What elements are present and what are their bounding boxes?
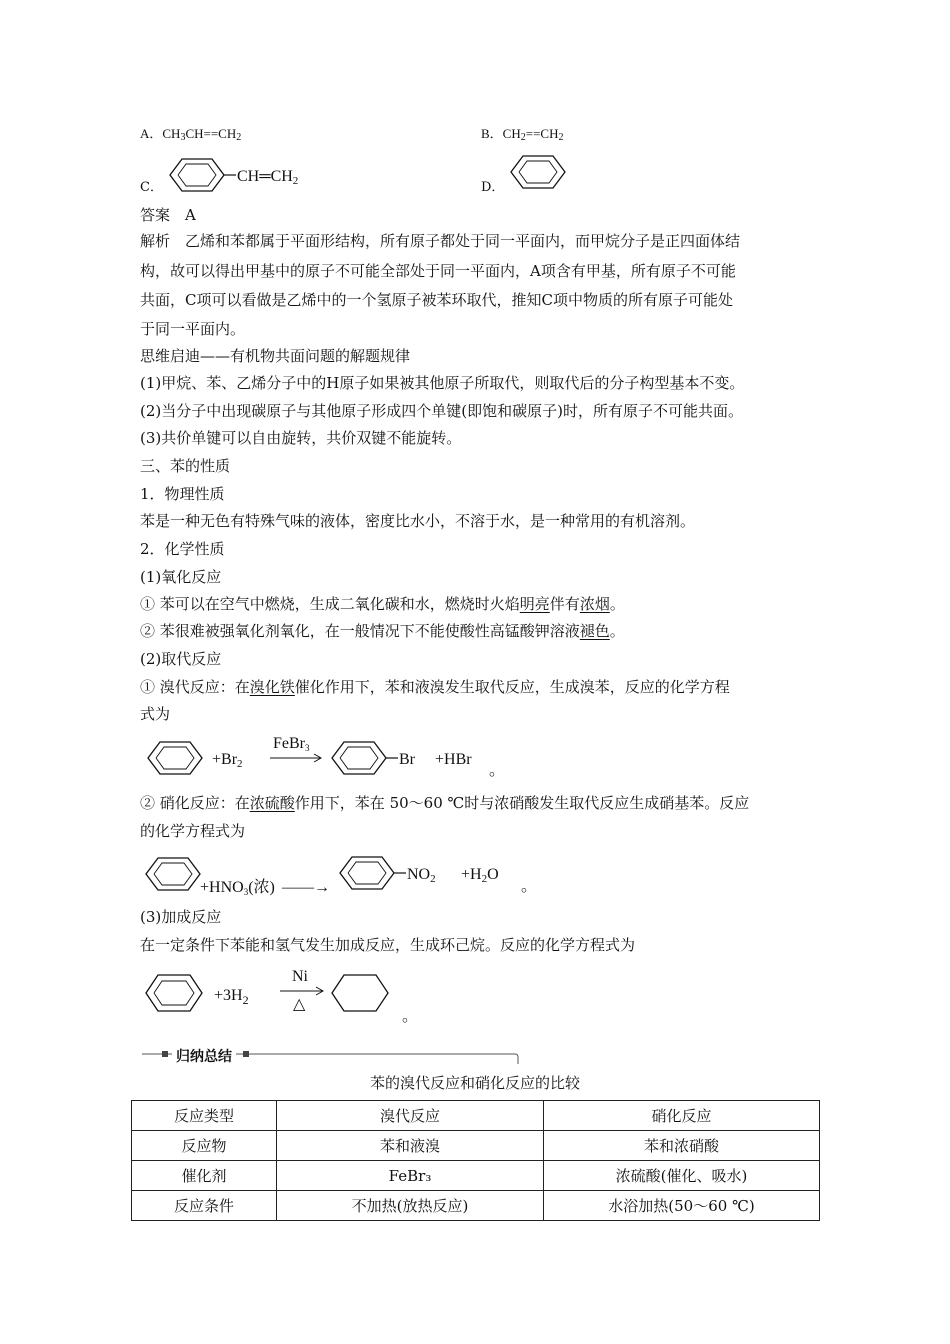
heat-condition: △ — [293, 996, 306, 1013]
reaction-arrow: ——→ — [282, 879, 330, 896]
text-segment: 。 — [609, 622, 625, 640]
table-cell: 催化剂 — [132, 1161, 277, 1191]
physical-text: 苯是一种无色有特殊气味的液体，密度比水小，不溶于水，是一种常用的有机溶剂。 — [140, 512, 696, 530]
underlined-answer: 溴化铁 — [249, 678, 295, 696]
chemical-title: 2．化学性质 — [140, 540, 225, 558]
aromatic-inner-ring — [348, 862, 386, 884]
underlined-answer: 浓硫酸 — [249, 794, 295, 812]
section-title: 三、苯的性质 — [140, 457, 231, 475]
answer: 答案 A — [140, 206, 196, 224]
bromination-equation — [140, 733, 540, 781]
table-cell: 水浴加热(50～60 ℃) — [544, 1191, 820, 1221]
hbr-product: +HBr — [435, 751, 472, 768]
aromatic-inner-ring — [154, 981, 194, 1005]
thinking-item: (1)甲烷、苯、乙烯分子中的H原子如果被其他原子所取代，则取代后的分子构型基本不变。 — [140, 374, 745, 392]
underlined-answer: 明亮 — [519, 595, 550, 613]
summary-label: 归纳总结 — [172, 1046, 236, 1066]
summary-header — [140, 1046, 520, 1066]
nitration-text — [140, 793, 749, 813]
aromatic-inner-ring — [519, 161, 557, 183]
aromatic-inner-ring — [156, 747, 194, 769]
option-a — [140, 124, 241, 148]
addition-title: (3)加成反应 — [140, 908, 222, 926]
table-row — [132, 1101, 820, 1131]
underlined-answer: 褪色 — [579, 622, 610, 640]
text-segment: 作用下，苯在 50～60 ℃时与浓硝酸发生取代反应生成硝基苯。反应 — [294, 794, 750, 812]
equation-end: 。 — [489, 762, 506, 779]
aromatic-inner-ring — [340, 747, 378, 769]
analysis-line: 构，故可以得出甲基中的原子不可能全部处于同一平面内，A项含有甲基，所有原子不可能 — [140, 262, 736, 280]
table-caption: 苯的溴代反应和硝化反应的比较 — [369, 1074, 580, 1092]
oxidation-title: (1)氧化反应 — [140, 568, 222, 586]
equation-end: 。 — [521, 878, 538, 895]
thinking-title: 思维启迪——有机物共面问题的解题规律 — [140, 347, 411, 365]
table-cell: 不加热(放热反应) — [277, 1191, 544, 1221]
table-cell: FeBr₃ — [277, 1161, 544, 1191]
catalyst-label: Ni — [292, 968, 308, 985]
comparison-table — [131, 1100, 820, 1221]
text-segment: ① 溴代反应：在 — [140, 678, 250, 696]
text-segment: 。 — [609, 595, 625, 613]
table-row — [132, 1161, 820, 1191]
bullet-square-icon — [243, 1051, 249, 1057]
nitration-equation — [140, 849, 560, 897]
text-segment: 催化作用下，苯和液溴发生取代反应，生成溴苯，反应的化学方程 — [294, 678, 730, 696]
table-cell: 溴代反应 — [277, 1101, 544, 1131]
text-segment: ① 苯可以在空气中燃烧，生成二氧化碳和水，燃烧时火焰 — [140, 595, 520, 613]
thinking-item: (3)共价单键可以自由旋转，共价双键不能旋转。 — [140, 429, 462, 447]
analysis-line: 共面，C项可以看做是乙烯中的一个氢原子被苯环取代，推知C项中物质的所有原子可能处 — [140, 291, 733, 309]
text-segment: ② 苯很难被强氧化剂氧化，在一般情况下不能使酸性高锰酸钾溶液 — [140, 622, 580, 640]
option-b-label: B． — [481, 126, 503, 141]
table-row — [132, 1131, 820, 1161]
nitro-product: NO2 — [407, 866, 436, 885]
equation-end: 。 — [402, 1008, 419, 1025]
nitration-text-cont: 的化学方程式为 — [140, 822, 246, 840]
option-c-group: CH═CH2 — [237, 168, 299, 187]
option-c-label: C． — [140, 180, 163, 195]
bromination-text-cont: 式为 — [140, 705, 171, 723]
oxidation-item-1 — [140, 594, 625, 614]
catalyst-label: FeBr3 — [273, 735, 310, 753]
hydrogen-reagent: $+3H_2$ — [214, 987, 249, 1007]
aromatic-inner-ring — [178, 164, 216, 186]
aromatic-inner-ring — [154, 863, 192, 885]
bromination-text — [140, 677, 730, 697]
table-cell: 苯和液溴 — [277, 1131, 544, 1161]
nitric-acid-reagent: +HNO3(浓) — [200, 879, 275, 897]
table-cell: 苯和浓硝酸 — [544, 1131, 820, 1161]
physical-title: 1．物理性质 — [140, 485, 225, 503]
cyclohexane-ring-icon — [332, 975, 388, 1011]
option-b-sub-1: 2 — [520, 132, 526, 143]
option-b-formula-1: CH — [502, 126, 521, 141]
substitution-title: (2)取代反应 — [140, 650, 222, 668]
table-cell: 浓硫酸(催化、吸水) — [544, 1161, 820, 1191]
table-cell: 硝化反应 — [544, 1101, 820, 1131]
option-a-label: A． — [140, 126, 163, 141]
option-c-styrene-structure — [160, 152, 320, 198]
table-cell: 反应条件 — [132, 1191, 277, 1221]
option-b-formula-2: ==CH — [525, 126, 559, 141]
option-a-formula-2: CH==CH — [185, 126, 237, 141]
summary-rule-corner — [515, 1054, 518, 1064]
bromine-product: Br — [399, 751, 415, 768]
oxidation-item-2 — [140, 621, 625, 641]
bromine-reagent: +Br2 — [212, 751, 243, 770]
addition-text: 在一定条件下苯能和氢气发生加成反应，生成环己烷。反应的化学方程式为 — [140, 936, 636, 954]
option-d-benzene-structure — [505, 150, 575, 196]
table-cell: 反应物 — [132, 1131, 277, 1161]
option-a-sub-1: 3 — [180, 132, 186, 143]
thinking-item: (2)当分子中出现碳原子与其他原子形成四个单键(即饱和碳原子)时，所有原子不可能共面。 — [140, 402, 743, 420]
text-segment: ② 硝化反应：在 — [140, 794, 250, 812]
option-a-formula-1: CH — [162, 126, 181, 141]
option-b-sub-2: 2 — [558, 132, 564, 143]
option-a-sub-2: 2 — [236, 132, 242, 143]
analysis-line: 于同一平面内。 — [140, 320, 246, 338]
text-segment: 伴有 — [549, 595, 580, 613]
analysis-line: 解析 乙烯和苯都属于平面形结构，所有原子都处于同一平面内，而甲烷分子是正四面体结 — [140, 232, 741, 250]
option-b — [481, 124, 563, 148]
addition-equation — [140, 963, 460, 1025]
table-cell: 反应类型 — [132, 1101, 277, 1131]
water-product: +H2O — [461, 866, 499, 885]
table-row — [132, 1191, 820, 1221]
option-d-label: D． — [481, 180, 505, 195]
underlined-answer: 浓烟 — [579, 595, 610, 613]
bullet-square-icon — [162, 1051, 168, 1057]
